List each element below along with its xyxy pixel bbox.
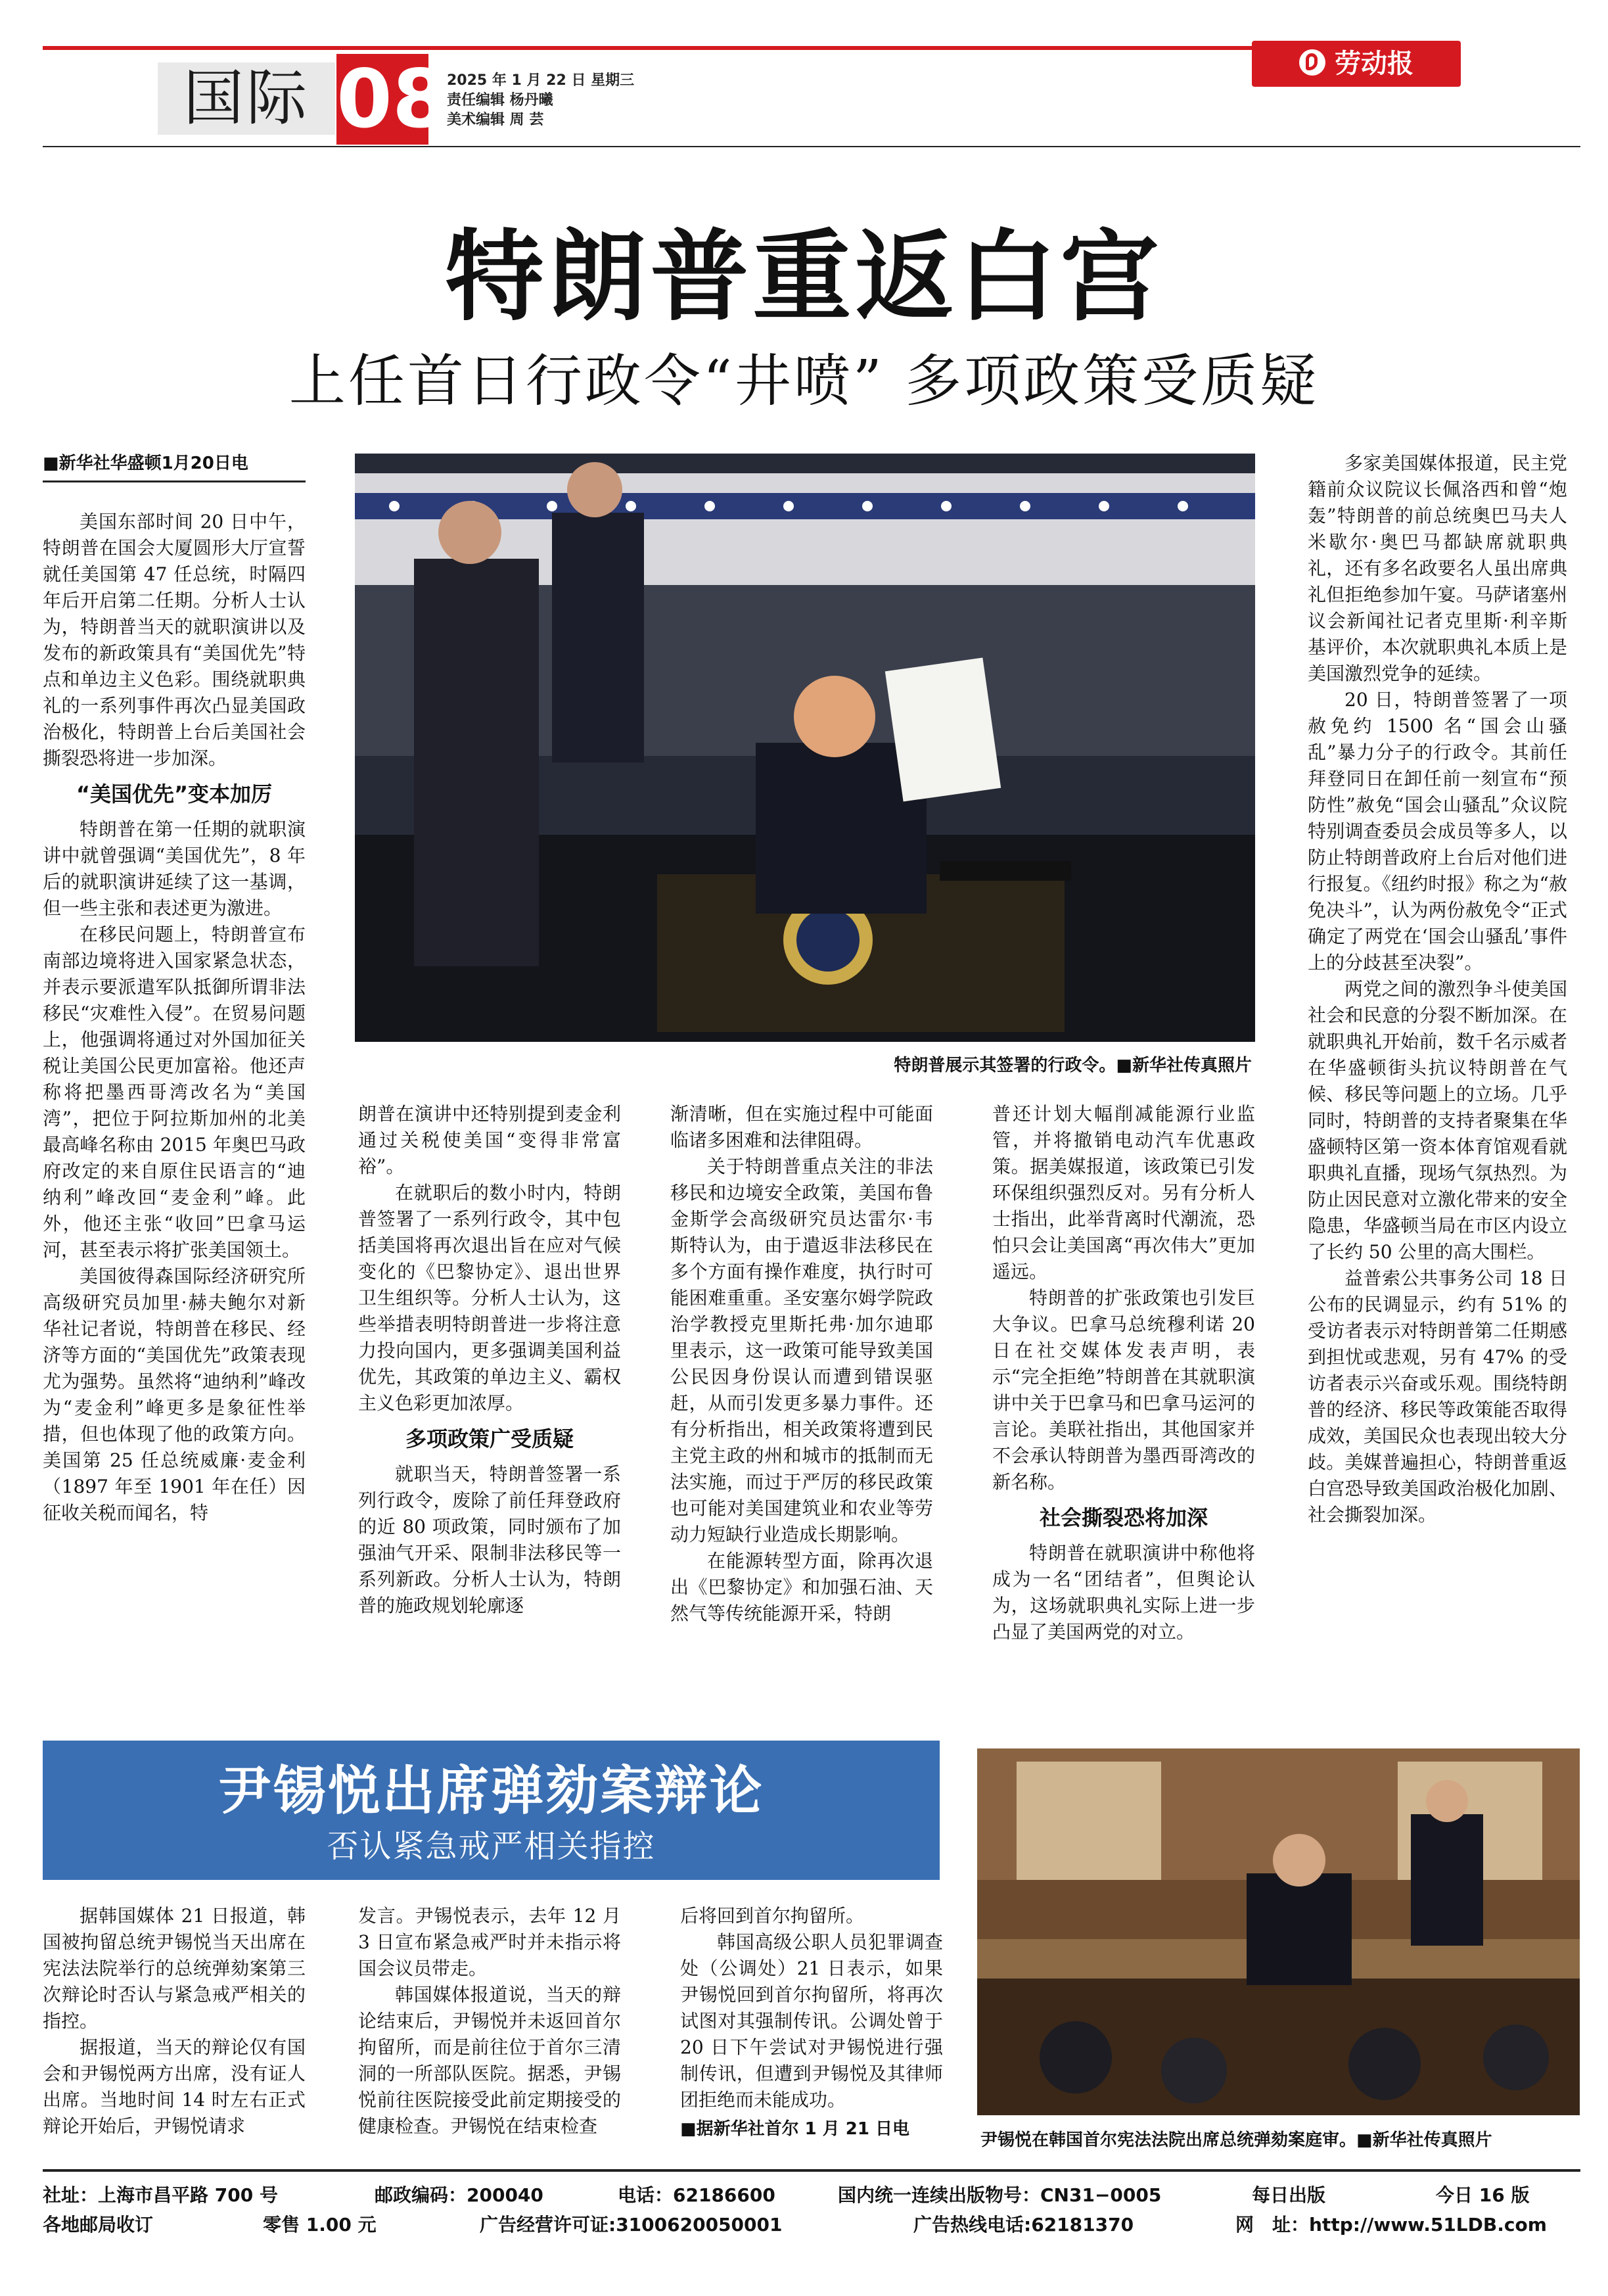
paragraph: 多家美国媒体报道，民主党籍前众议院议长佩洛西和曾“炮轰”特朗普的前总统奥巴马夫人米歇尔·奥巴马都缺席就职典礼，还有多名政要名人虽出席典礼但拒绝参加午宴。马萨诸塞州议会新闻社记者克里斯·利辛斯基评价，本次就职典礼本质上是美国激烈党争的延续。 — [1308, 452, 1567, 684]
article-column-2 — [358, 1101, 621, 1619]
issue-art-editor: 美术编辑 周 芸 — [447, 112, 544, 128]
paragraph: 在移民问题上，特朗普宣布南部边境将进入国家紧急状态，并表示要派遣军队抵御所谓非法移民“灾难性入侵”。在贸易问题上，他强调将通过对外国加征关税让美国公民更加富裕。他还声称将把墨西哥湾改名为“美国湾”，把位于阿拉斯加州的北美最高峰名称由 2015 年奥巴马政府改定的来自原住民语言的“迪纳利”峰改回“麦金利”峰。此外，他还主张“收回”巴拿马运河，甚至表示将扩张美国领土。 — [43, 924, 306, 1261]
article-column-4 — [992, 1101, 1255, 1645]
main-dateline: ■新华社华盛顿1月20日电 — [43, 450, 306, 482]
paragraph: 两党之间的激烈争斗使美国社会和民意的分裂不断加深。在就职典礼开始前，数千名示威者在华盛顿街头抗议特朗普在气候、移民等问题上的立场。几乎同时，特朗普的支持者聚集在华盛顿特区第一资本体育馆观看就职典礼直播，现场气氛热烈。为防止因民意对立激化带来的安全隐患，华盛顿当局在市区内设立了长约 50 公里的高大围栏。 — [1308, 978, 1567, 1263]
paragraph: 在能源转型方面，除再次退出《巴黎协定》和加强石油、天然气等传统能源开采，特朗 — [670, 1550, 933, 1624]
yoon-court-photo — [977, 1748, 1580, 2115]
paragraph: 后将回到首尔拘留所。 — [680, 1905, 865, 1927]
header-bottom-rule — [43, 146, 1580, 147]
paragraph: 朗普在演讲中还特别提到麦金利通过关税使美国“变得非常富裕”。 — [358, 1103, 621, 1177]
newspaper-logo — [1252, 41, 1461, 87]
issue-date: 2025 年 1 月 22 日 星期三 — [447, 72, 635, 89]
second-story-dateline: ■据新华社首尔 1 月 21 日电 — [680, 2119, 910, 2139]
footer-frequency: 每日出版 — [1252, 2184, 1326, 2206]
paragraph: 韩国媒体报道说，当天的辩论结束后，尹锡悦并未返回首尔拘留所，而是前往位于首尔三清洞的一所部队医院。据悉，尹锡悦前往医院接受此前定期接受的健康检查。尹锡悦在结束检查 — [358, 1984, 621, 2137]
paragraph: 就职当天，特朗普签署一系列行政令，废除了前任拜登政府的近 80 项政策，同时颁布了加强油气开采、限制非法移民等一系列新政。分析人士认为，特朗普的施政规划轮廓逐 — [358, 1463, 621, 1616]
paragraph: 据韩国媒体 21 日报道，韩国被拘留总统尹锡悦当天出席在宪法法院举行的总统弹劾案第三次辩论时否认与紧急戒严相关的指控。 — [43, 1905, 306, 2032]
photo2-illustration — [977, 1748, 1580, 2115]
footer-ad-license: 广告经营许可证:3100620050001 — [480, 2214, 783, 2236]
paragraph: 普还计划大幅削减能源行业监管，并将撤销电动汽车优惠政策。据美媒报道，该政策已引发环保组织强烈反对。另有分析人士指出，此举背离时代潮流，恐怕只会让美国离“再次伟大”更加遥远。 — [992, 1103, 1255, 1282]
footer-top-rule — [43, 2169, 1580, 2172]
paragraph: 渐清晰，但在实施过程中可能面临诸多困难和法律阻碍。 — [670, 1103, 933, 1151]
paragraph: 20 日，特朗普签署了一项赦免约 1500 名“国会山骚乱”暴力分子的行政令。其前任拜登同日在卸任前一刻宣布“预防性”赦免“国会山骚乱”众议院特别调查委员会成员等多人，以防止特朗普政府上台后对他们进行报复。《纽约时报》称之为“赦免决斗”，认为两份赦免令“正式确定了两党在‘国会山骚乱’事件上的分歧甚至决裂”。 — [1308, 689, 1567, 973]
article-column-3 — [670, 1101, 933, 1627]
second-story-column-3 — [680, 1903, 943, 2142]
logo-text: 劳动报 — [1335, 49, 1413, 79]
main-headline: 特朗普重返白宫 — [445, 219, 1163, 335]
logo-mark-icon — [1299, 49, 1325, 76]
footer-postcode: 邮政编码：200040 — [375, 2184, 543, 2206]
photo-illustration — [355, 454, 1255, 1042]
article-column-5 — [1308, 450, 1567, 1528]
footer-address: 社址：上海市昌平路 700 号 — [43, 2184, 278, 2206]
section-label: 国际 — [158, 62, 335, 135]
paragraph: 美国彼得森国际经济研究所高级研究员加里·赫夫鲍尔对新华社记者说，特朗普在移民、经济等方面的“美国优先”政策表现尤为强势。虽然将“迪纳利”峰改为“麦金利”峰更多是象征性举措，但也体现了他的政策方向。美国第 25 任总统威廉·麦金利（1897 年至 1901 年在任）因征收关税而闻名，特 — [43, 1265, 306, 1524]
second-story-subtitle: 否认紧急戒严相关指控 — [327, 1828, 656, 1865]
paragraph: 关于特朗普重点关注的非法移民和边境安全政策，美国布鲁金斯学会高级研究员达雷尔·韦斯特认为，由于遣返非法移民在多个方面有操作难度，执行时可能困难重重。圣安塞尔姆学院政治学教授克里斯托弗·加尔迪耶里表示，这一政策可能导致美国公民因身份误认而遭到错误驱赶，从而引发更多暴力事件。还有分析指出，相关政策将遭到民主党主政的州和城市的抵制而无法实施，而过于严厉的移民政策也可能对美国建筑业和农业等劳动力短缺行业造成长期影响。 — [670, 1156, 933, 1545]
main-subheadline: 上任首日行政令“井喷” 多项政策受质疑 — [288, 348, 1320, 414]
paragraph: 特朗普的扩张政策也引发巨大争议。巴拿马总统穆利诺 20 日在社交媒体发表声明，表示“完全拒绝”特朗普在其就职演讲中关于巴拿马和巴拿马运河的言论。美联社指出，其他国家并不会承认特朗普为墨西哥湾改的新名称。 — [992, 1287, 1255, 1493]
paragraph: 益普索公共事务公司 18 日公布的民调显示，约有 51% 的受访者表示对特朗普第二任期感到担忧或悲观，另有 47% 的受访者表示兴奋或乐观。围绕特朗普的经济、移民等政策能否取得成效，美国民众也表现出较大分歧。美媒普遍担心，特朗普重返白宫恐导致美国政治极化加剧、社会撕裂加深。 — [1308, 1267, 1567, 1526]
issue-editor: 责任编辑 杨丹曦 — [447, 92, 553, 108]
paragraph: 发言。尹锡悦表示，去年 12 月 3 日宣布紧急戒严时并未指示将国会议员带走。 — [358, 1905, 621, 1979]
footer-publication-number: 国内统一连续出版物号：CN31−0005 — [838, 2184, 1162, 2206]
second-story-title: 尹锡悦出席弹劾案辩论 — [218, 1760, 764, 1821]
second-story-column-2 — [358, 1903, 621, 2140]
footer-pages: 今日 16 版 — [1436, 2184, 1530, 2206]
subhead-policy-questioned: 多项政策广受质疑 — [405, 1426, 574, 1451]
photo2-caption: 尹锡悦在韩国首尔宪法法院出席总统弹劾案庭审。■新华社传真照片 — [980, 2130, 1492, 2150]
footer-subscription: 各地邮局收订 — [43, 2214, 154, 2236]
footer-website[interactable]: 网 址：http://www.51LDB.com — [1235, 2214, 1547, 2236]
subhead-social-division: 社会撕裂恐将加深 — [1039, 1505, 1208, 1530]
issue-meta — [447, 71, 634, 130]
trump-signing-photo — [355, 454, 1255, 1042]
subhead-america-first: “美国优先”变本加厉 — [76, 782, 273, 807]
footer-phone: 电话：62186600 — [618, 2184, 775, 2206]
top-red-rule — [43, 46, 1252, 50]
paragraph: 在就职后的数小时内，特朗普签署了一系列行政令，其中包括美国将再次退出旨在应对气候变化的《巴黎协定》、退出世界卫生组织等。分析人士认为，这些举措表明特朗普进一步将注意力投向国内，更多强调美国利益优先，其政策的单边主义、霸权主义色彩更加浓厚。 — [358, 1182, 621, 1414]
paragraph: 据报道，当天的辩论仅有国会和尹锡悦两方出席，没有证人出席。当地时间 14 时左右正式辩论开始后，尹锡悦请求 — [43, 2036, 306, 2137]
paragraph: 韩国高级公职人员犯罪调查处（公调处）21 日表示，如果尹锡悦回到首尔拘留所，将再次试图对其强制传讯。公调处曾于 20 日下午尝试对尹锡悦进行强制传讯，但遭到尹锡悦及其律师团拒绝而未能成功。 — [680, 1931, 943, 2111]
second-story-column-1 — [43, 1903, 306, 2140]
paragraph: 美国东部时间 20 日中午，特朗普在国会大厦圆形大厅宣誓就任美国第 47 任总统，时隔四年后开启第二任期。分析人士认为，特朗普当天的就职演讲以及发布的新政策具有“美国优先”特点和单边主义色彩。围绕就职典礼的一系列事件再次凸显美国政治极化，特朗普上台后美国社会撕裂恐将进一步加深。 — [43, 511, 306, 769]
page-number: 08 — [336, 53, 448, 146]
article-column-1 — [43, 450, 306, 1526]
footer-ad-hotline: 广告热线电话:62181370 — [913, 2214, 1134, 2236]
photo1-caption: 特朗普展示其签署的行政令。■新华社传真照片 — [894, 1056, 1252, 1075]
paragraph: 特朗普在第一任期的就职演讲中就曾强调“美国优先”，8 年后的就职演讲延续了这一基调，但一些主张和表述更为激进。 — [43, 818, 306, 919]
footer-retail-price: 零售 1.00 元 — [263, 2214, 377, 2236]
paragraph: 特朗普在就职演讲中称他将成为一名“团结者”，但舆论认为，这场就职典礼实际上进一步凸显了美国两党的对立。 — [992, 1542, 1255, 1643]
